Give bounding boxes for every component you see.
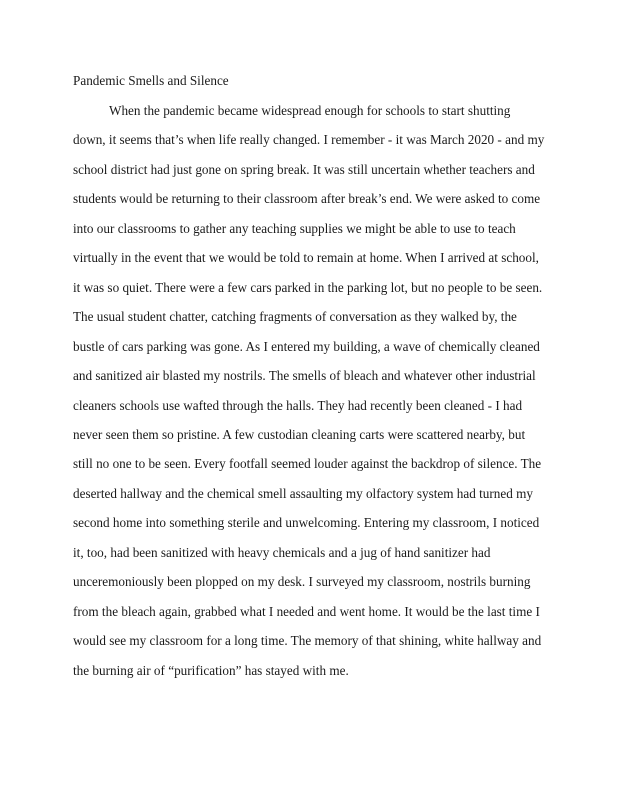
- paragraph-line: bustle of cars parking was gone. As I entered my building, a wave of chemically cleaned: [73, 338, 540, 354]
- paragraph-line: virtually in the event that we would be told to remain at home. When I arrived at school,: [73, 250, 539, 266]
- paragraph-line: When the pandemic became widespread enough for schools to start shutting: [109, 103, 511, 118]
- paragraph-line: cleaners schools use wafted through the halls. They had recently been cleaned - I had: [73, 397, 523, 413]
- paragraph-line: it was so quiet. There were a few cars parked in the parking lot, but no people to be seen.: [73, 279, 543, 295]
- paragraph-line: students would be returning to their classroom after break’s end. We were asked to come: [73, 191, 541, 207]
- paragraph-line: deserted hallway and the chemical smell assaulting my olfactory system had turned my: [73, 485, 533, 501]
- document-title: Pandemic Smells and Silence: [73, 73, 229, 88]
- paragraph-line: it, too, had been sanitized with heavy chemicals and a jug of hand sanitizer had: [73, 544, 491, 560]
- paragraph-line: The usual student chatter, catching fragments of conversation as they walked by, the: [73, 309, 517, 325]
- paragraph-line: school district had just gone on spring break. It was still uncertain whether teachers and: [73, 161, 535, 177]
- paragraph-line: unceremoniously been plopped on my desk. I surveyed my classroom, nostrils burning: [73, 574, 531, 590]
- paragraph-line: into our classrooms to gather any teaching supplies we might be able to use to teach: [73, 220, 516, 236]
- paragraph-line: never seen them so pristine. A few custodian cleaning carts were scattered nearby, but: [73, 426, 526, 442]
- paragraph-line: second home into something sterile and unwelcoming. Entering my classroom, I noticed: [73, 515, 540, 531]
- paragraph-line: still no one to be seen. Every footfall seemed louder against the backdrop of silence. The: [73, 456, 542, 472]
- paragraph-line: from the bleach again, grabbed what I needed and went home. It would be the last time I: [73, 603, 540, 619]
- paragraph-line: would see my classroom for a long time. The memory of that shining, white hallway and: [73, 633, 542, 649]
- paragraph-line: the burning air of “purification” has stayed with me.: [73, 662, 349, 678]
- paragraph-line: down, it seems that’s when life really changed. I remember - it was March 2020 - and my: [73, 132, 545, 148]
- paragraph-line: and sanitized air blasted my nostrils. The smells of bleach and whatever other industrial: [73, 368, 536, 384]
